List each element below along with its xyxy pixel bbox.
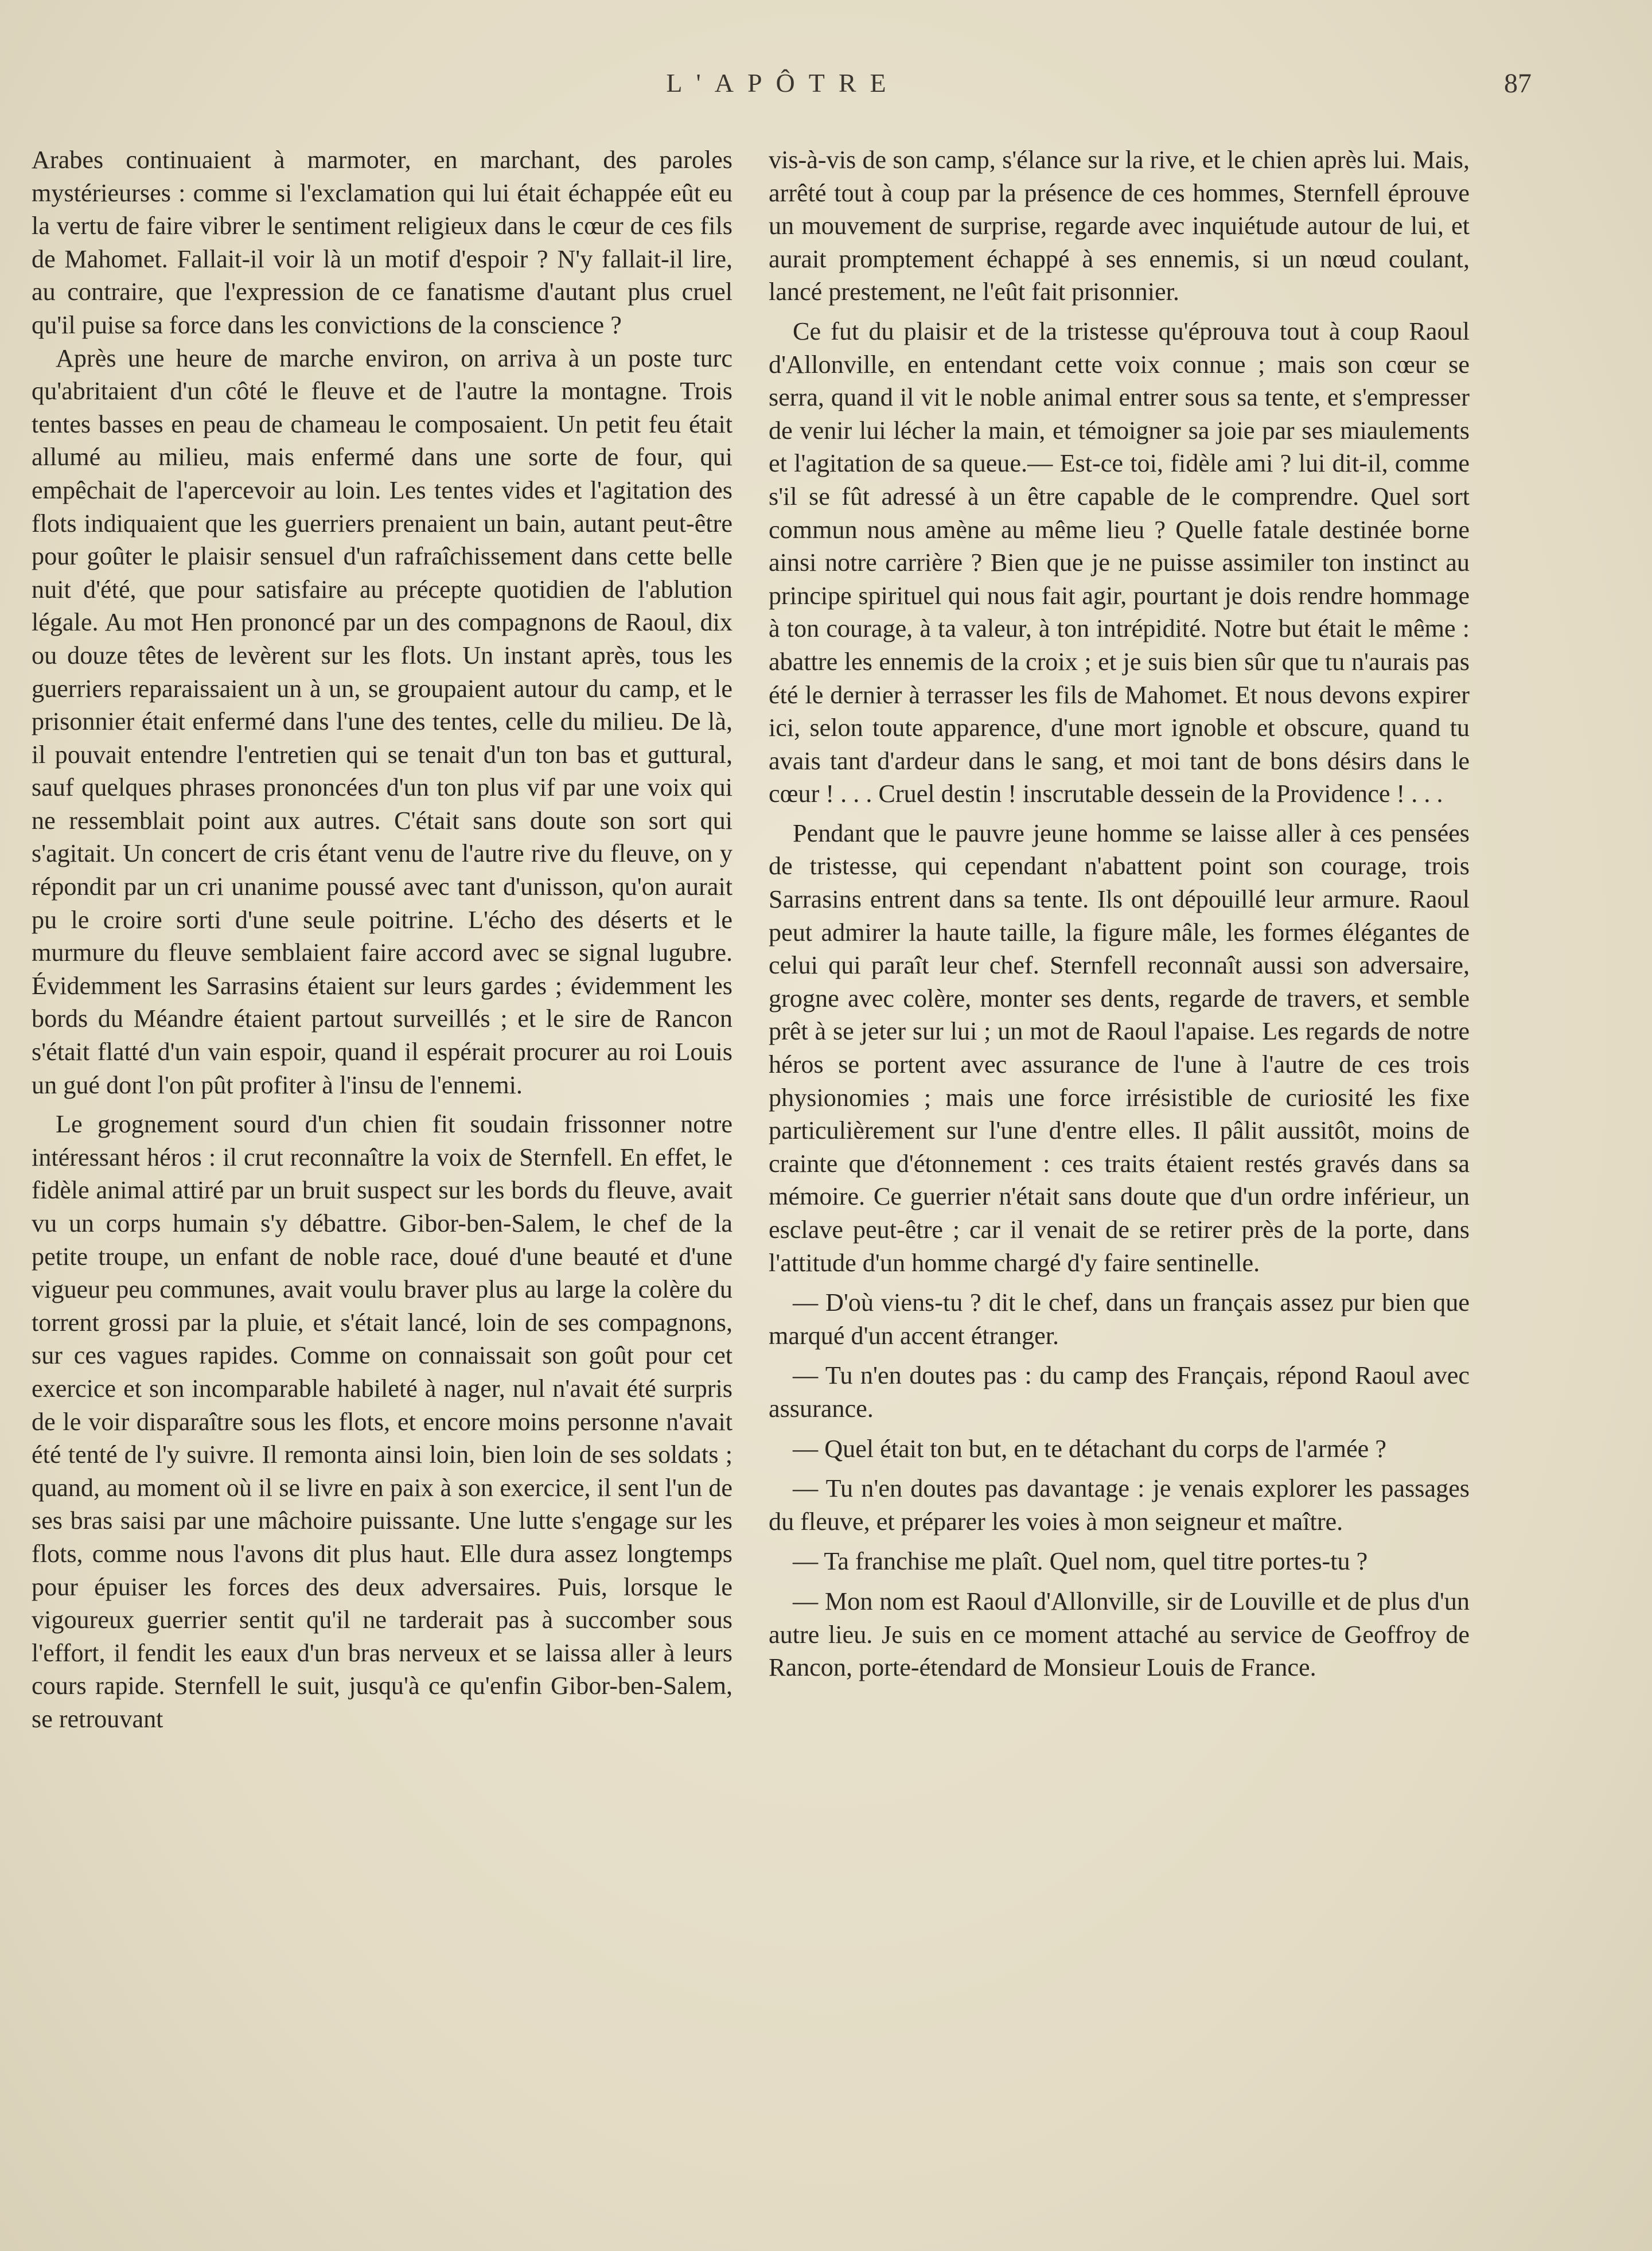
dialogue-line: — D'où viens-tu ? dit le chef, dans un français assez pur bien que marqué d'un accent étranger. xyxy=(769,1288,1470,1350)
paragraph: Après une heure de marche environ, on arriva à un poste turc qu'abritaient d'un côté le fleuve et de l'autre la montagne. Trois tentes basses en peau de chameau le composaient. Un petit feu était allumé au milieu, mais enfermé dans une sorte de four, qui empêchait de l'apercevoir au loin. Les tentes vides et l'agitation des flots indiquaient que les guerriers prenaient un bain, autant peut-être pour goûter le plaisir sensuel d'un rafraîchissement dans cette belle nuit d'été, que pour satisfaire au précepte quotidien de l'ablution légale. Au mot Hen prononcé par un des compagnons de Raoul, dix ou douze têtes de levèrent sur les flots. Un instant après, tous les guerriers reparaissaient un à un, se groupaient autour du camp, et le prisonnier était enfermé dans l'une des tentes, celle du milieu. De là, il pouvait entendre l'entretien qui se tenait d'un ton bas et guttural, sauf quelques phrases prononcées d'un ton plus vif par une voix qui ne ressemblait point aux autres. C'était sans doute son sort qui s'agitait. Un concert de cris étant venu de l'autre rive du fleuve, on y répondit par un cri unanime poussé avec tant d'unisson, qu'on aurait pu le croire sorti d'une seule poitrine. L'écho des déserts et le murmure du fleuve semblaient faire accord avec se signal lugubre. Évidemment les Sarrasins étaient sur leurs gardes ; évidemment les bords du Méandre étaient partout surveillés ; et le sire de Rancon s'était flatté d'un vain espoir, quand il espérait procurer au roi Louis un gué dont l'on pût profiter à l'insu de l'ennemi. xyxy=(32,344,733,1099)
paragraph: Le grognement sourd d'un chien fit soudain frissonner notre intéressant héros : il crut reconnaître la voix de Sternfell. En effet, le fidèle animal attiré par un bruit suspect sur les bords du fleuve, avait vu un corps humain s'y débattre. Gibor-ben-Salem, le chef de la petite troupe, un enfant de noble race, doué d'une beauté et d'une vigueur peu communes, avait voulu braver plus au large la colère du torrent grossi par la pluie, et s'était lancé, loin de ses compagnons, sur ces vagues rapides. Comme on connaissait son goût pour cet exercice et son incomparable habileté à nager, nul n'avait été surpris de le voir disparaître sous les flots, et encore moins personne n'avait été tenté de l'y suivre. Il remonta ainsi loin, bien loin de ses soldats ; quand, au moment où il se livre en paix à son exercice, il sent l'un de ses bras saisi par une mâchoire puissante. Une lutte s'engage sur les flots, comme nous l'avons dit plus haut. Elle dura assez longtemps pour épuiser les forces des deux adversaires. Puis, lorsque le vigoureux guerrier sentit qu'il ne tarderait pas à succomber sous l'effort, il fendit les eaux d'un bras nerveux et se laissa aller à leurs cours rapide. Sternfell le suit, jusqu'à ce qu'enfin Gibor-ben-Salem, se retrouvant xyxy=(32,1110,733,1733)
dialogue-line: — Mon nom est Raoul d'Allonville, sir de Louville et de plus d'un autre lieu. Je suis en ce moment attaché au service de Geoffroy de Rancon, porte-étendard de Monsieur Louis de France. xyxy=(769,1587,1470,1682)
paragraph: Ce fut du plaisir et de la tristesse qu'éprouva tout à coup Raoul d'Allonville, en entendant cette voix connue ; mais son cœur se serra, quand il vit le noble animal entrer sous sa tente, et s'empresser de venir lui lécher la main, et témoigner sa joie par ses miaulements et l'agitation de sa queue.— Est-ce toi, fidèle ami ? lui dit-il, comme s'il se fût adressé à un être capable de le comprendre. Quel sort commun nous amène au même lieu ? Quelle fatale destinée borne ainsi notre carrière ? Bien que je ne puisse assimiler ton instinct au principe spirituel qui nous fait agir, pourtant je dois rendre hommage à ton courage, à ta valeur, à ton intrépidité. Notre but était le même : abattre les ennemis de la croix ; et je suis bien sûr que tu n'aurais pas été le dernier à terrasser les fils de Mahomet. Et nous devons expirer ici, selon toute apparence, d'une mort ignoble et obscure, quand tu avais tant d'ardeur dans le sang, et moi tant de bons désirs dans le cœur ! . . . Cruel destin ! inscrutable dessein de la Providence ! . . . xyxy=(769,317,1470,808)
dialogue-line: — Ta franchise me plaît. Quel nom, quel titre portes-tu ? xyxy=(793,1547,1368,1576)
running-title: L'APÔTRE xyxy=(666,68,900,98)
paragraph: Arabes continuaient à marmoter, en marchant, des paroles mystérieurses : comme si l'exclamation qui lui était échappée eût eu la vertu de faire vibrer le sentiment religieux dans le cœur de ces fils de Mahomet. Fallait-il voir là un motif d'espoir ? N'y fallait-il lire, au contraire, que l'expression de ce fanatisme d'autant plus cruel qu'il puise sa force dans les convictions de la conscience ? xyxy=(32,146,733,339)
dialogue-line: — Quel était ton but, en te détachant du corps de l'armée ? xyxy=(793,1434,1386,1463)
paragraph: Pendant que le pauvre jeune homme se laisse aller à ces pensées de tristesse, qui cependant n'abattent point son courage, trois Sarrasins entrent dans sa tente. Ils ont dépouillé leur armure. Raoul peut admirer la haute taille, la figure mâle, les formes élégantes de celui qui paraît leur chef. Sternfell reconnaît aussi son adversaire, grogne avec colère, monter ses dents, regarde de travers, et semble prêt à se jeter sur lui ; un mot de Raoul l'apaise. Les regards de notre héros se portent avec assurance de l'une à l'autre de ces trois physionomies ; mais une force irrésistible de curiosité les fixe particulièrement sur l'une d'entre elles. Il pâlit aussitôt, moins de crainte que d'étonnement : ces traits étaient restés gravés dans sa mémoire. Ce guerrier n'était sans doute que d'un ordre inférieur, un esclave peut-être ; car il venait de se retirer près de la porte, dans l'attitude d'un homme chargé d'y faire sentinelle. xyxy=(769,819,1470,1277)
left-column xyxy=(32,143,733,1736)
page-header xyxy=(34,68,1532,108)
dialogue-line: — Tu n'en doutes pas davantage : je venais explorer les passages du fleuve, et préparer les voies à mon seigneur et maître. xyxy=(769,1474,1470,1536)
right-column xyxy=(769,143,1470,1684)
page-number: 87 xyxy=(1504,68,1532,99)
paragraph: vis-à-vis de son camp, s'élance sur la rive, et le chien après lui. Mais, arrêté tout à coup par la présence de ces hommes, Sternfell éprouve un mouvement de surprise, regarde avec inquiétude autour de lui, et aurait promptement échappé à ses ennemis, si un nœud coulant, lancé prestement, ne l'eût fait prisonnier. xyxy=(769,146,1470,306)
dialogue-line: — Tu n'en doutes pas : du camp des Français, répond Raoul avec assurance. xyxy=(769,1361,1470,1423)
